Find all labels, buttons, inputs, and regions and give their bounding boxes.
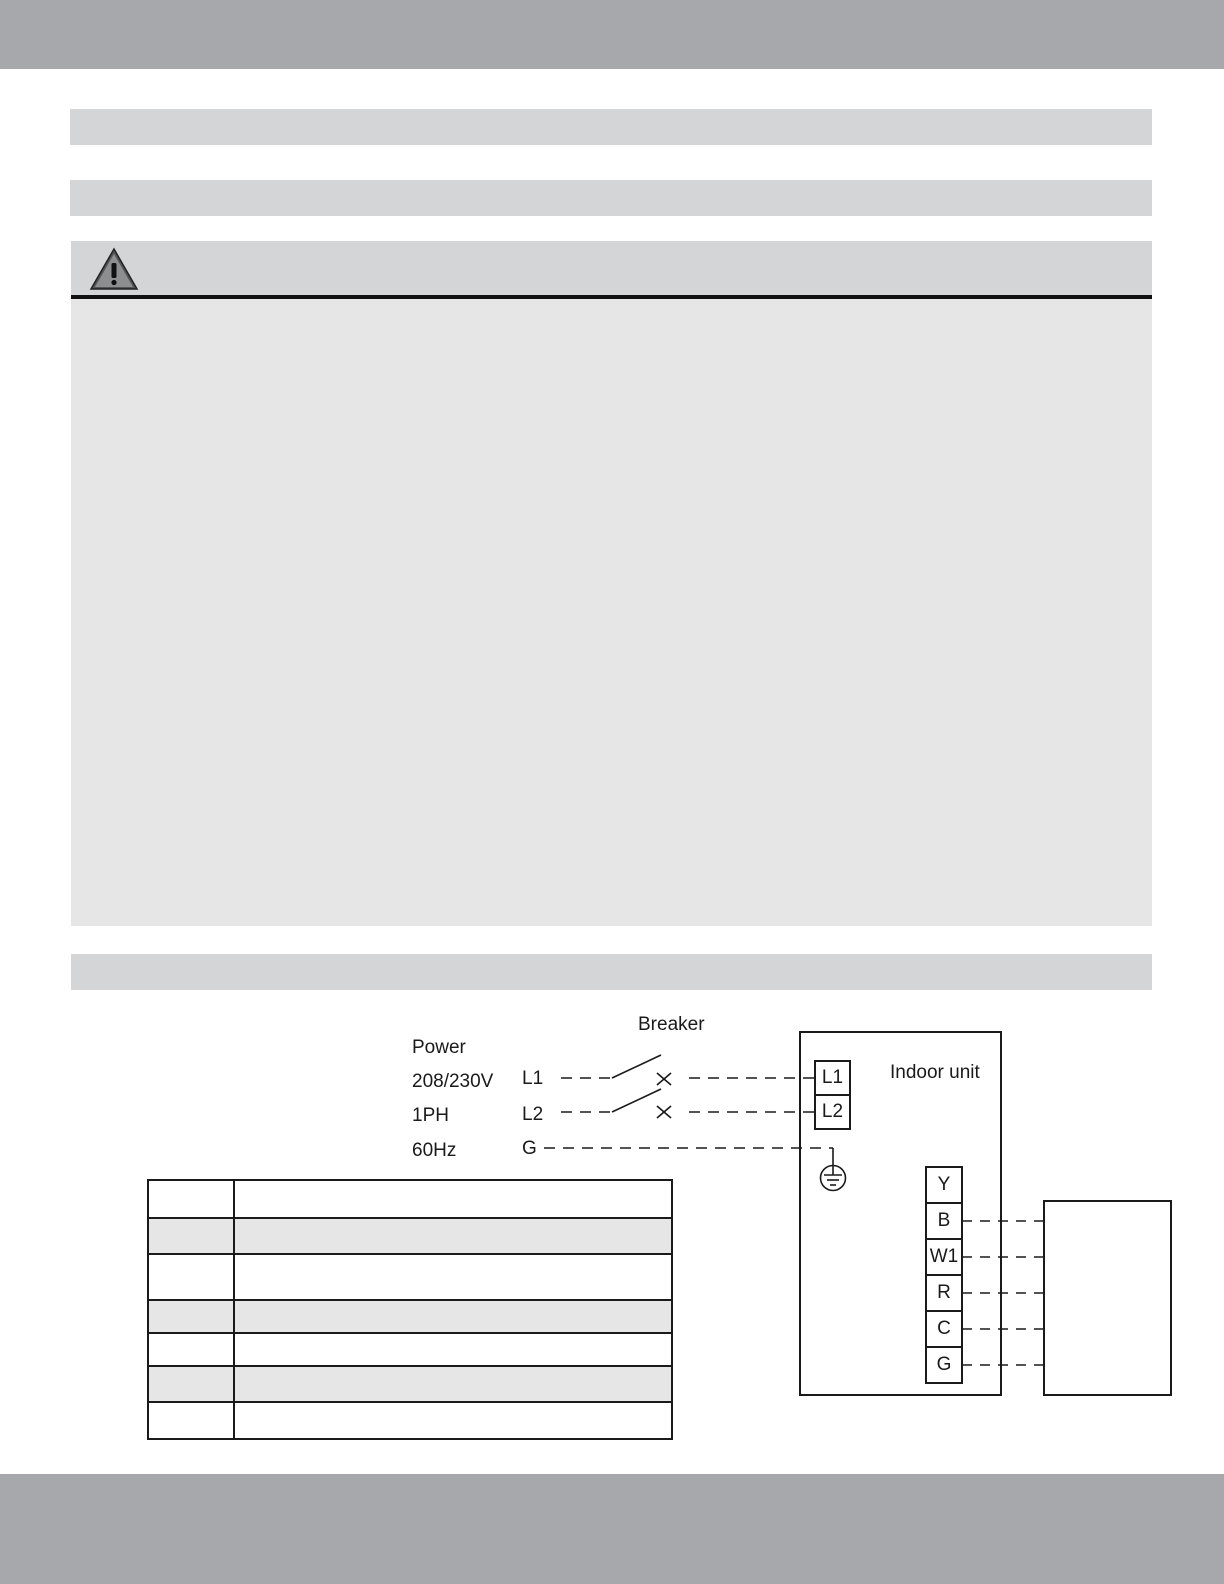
ground-symbol-icon [821,1166,846,1191]
indoor-unit-label: Indoor unit [890,1062,980,1083]
l2-breaker-switch [612,1089,661,1112]
terminal-b-label: B [937,1210,951,1231]
terminal-l2-label: L2 [821,1101,844,1122]
control-wires [962,1221,1044,1365]
footer-band [0,1474,1224,1584]
line-l2-label: L2 [522,1104,544,1125]
l1-breaker-switch [612,1055,661,1078]
power-phase: 1PH [412,1105,449,1126]
power-title: Power [412,1037,466,1058]
terminal-y-label: Y [937,1174,951,1195]
table-row [148,1254,672,1300]
power-voltage: 208/230V [412,1071,494,1092]
wiring-table [147,1179,673,1440]
power-frequency: 60Hz [412,1140,457,1161]
table-row [148,1300,672,1333]
breaker-label: Breaker [638,1014,705,1035]
terminal-g-label: G [936,1354,952,1375]
line-g-label: G [522,1138,537,1159]
table-row [148,1333,672,1366]
table-row [148,1218,672,1254]
line-l1-label: L1 [522,1068,544,1089]
terminal-c-label: C [937,1318,951,1339]
table-row [148,1180,672,1218]
terminal-w1-label: W1 [929,1246,959,1267]
terminal-r-label: R [937,1282,951,1303]
terminal-l1-label: L1 [821,1067,844,1088]
table-row [148,1402,672,1439]
control-terminal-strip [926,1167,962,1383]
table-row [148,1366,672,1402]
controller-box [1044,1201,1171,1395]
